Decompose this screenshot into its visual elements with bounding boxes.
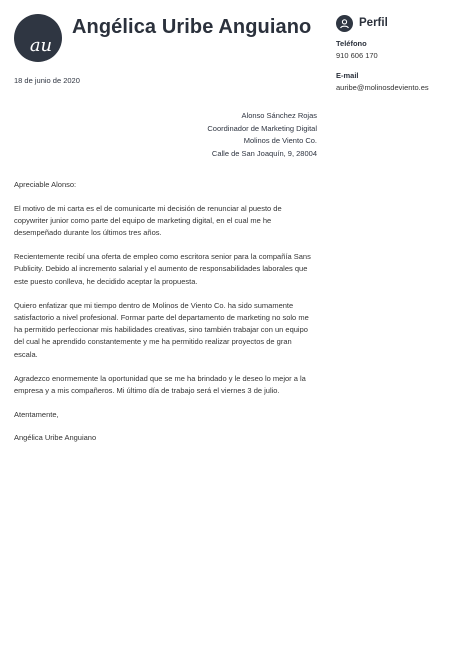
paragraph-4: Agradezco enormemente la oportunidad que se me ha brindado y le deseo lo mejor a la empresa y a mis compañeros. Mi último día de trabajo será el viernes 3 de julio. [14,373,306,395]
phone-label: Teléfono [336,39,367,48]
letter-date: 18 de junio de 2020 [14,76,80,85]
monogram-avatar [14,14,62,62]
signature: Angélica Uribe Anguiano [14,432,97,442]
greeting: Apreciable Alonso: [14,180,77,189]
paragraph-1: El motivo de mi carta es el de comunicarte mi decisión de renunciar al puesto de copywriter junior como parte del equipo de marketing digital, en el cual me he desempeñado durante los últimos tres años. [14,203,282,238]
user-icon [336,15,353,32]
recipient-block [207,110,317,160]
recipient-address: Calle de San Joaquín, 9, 28004 [211,148,317,158]
recipient-company: Molinos de Viento Co. [243,136,317,145]
closing: Atentamente, [14,409,59,419]
email-label: E-mail [336,71,359,80]
recipient-title: Coordinador de Marketing Digital [207,123,317,133]
monogram-initials: au [29,35,53,56]
letter-body [14,179,316,456]
email-value[interactable]: auribe@molinosdeviento.es [336,83,429,92]
applicant-name: Angélica Uribe Anguiano [72,16,312,38]
profile-header [336,14,466,32]
profile-sidebar [336,14,466,92]
paragraph-3: Quiero enfatizar que mi tiempo dentro de Molinos de Viento Co. ha sido sumamente satisfactorio a nivel profesional. Formar parte del departamento de marketing no solo me ha permitido perfeccionar mis habilidades creativas, sino también trabajar con un equipo del cual he aprendido constantemente y me ha permitido realizar proyectos de gran escala. [14,300,309,359]
profile-title: Perfil [359,17,388,29]
paragraph-2: Recientemente recibí una oferta de empleo como escritora senior para la compañía Sans Publicity. Debido al incremento salarial y el aumento de responsabilidades laborales que este puesto conlleva, he decidido aceptar la propuesta. [14,252,311,286]
phone-value: 910 606 170 [336,51,378,60]
recipient-name: Alonso Sánchez Rojas [241,111,317,120]
